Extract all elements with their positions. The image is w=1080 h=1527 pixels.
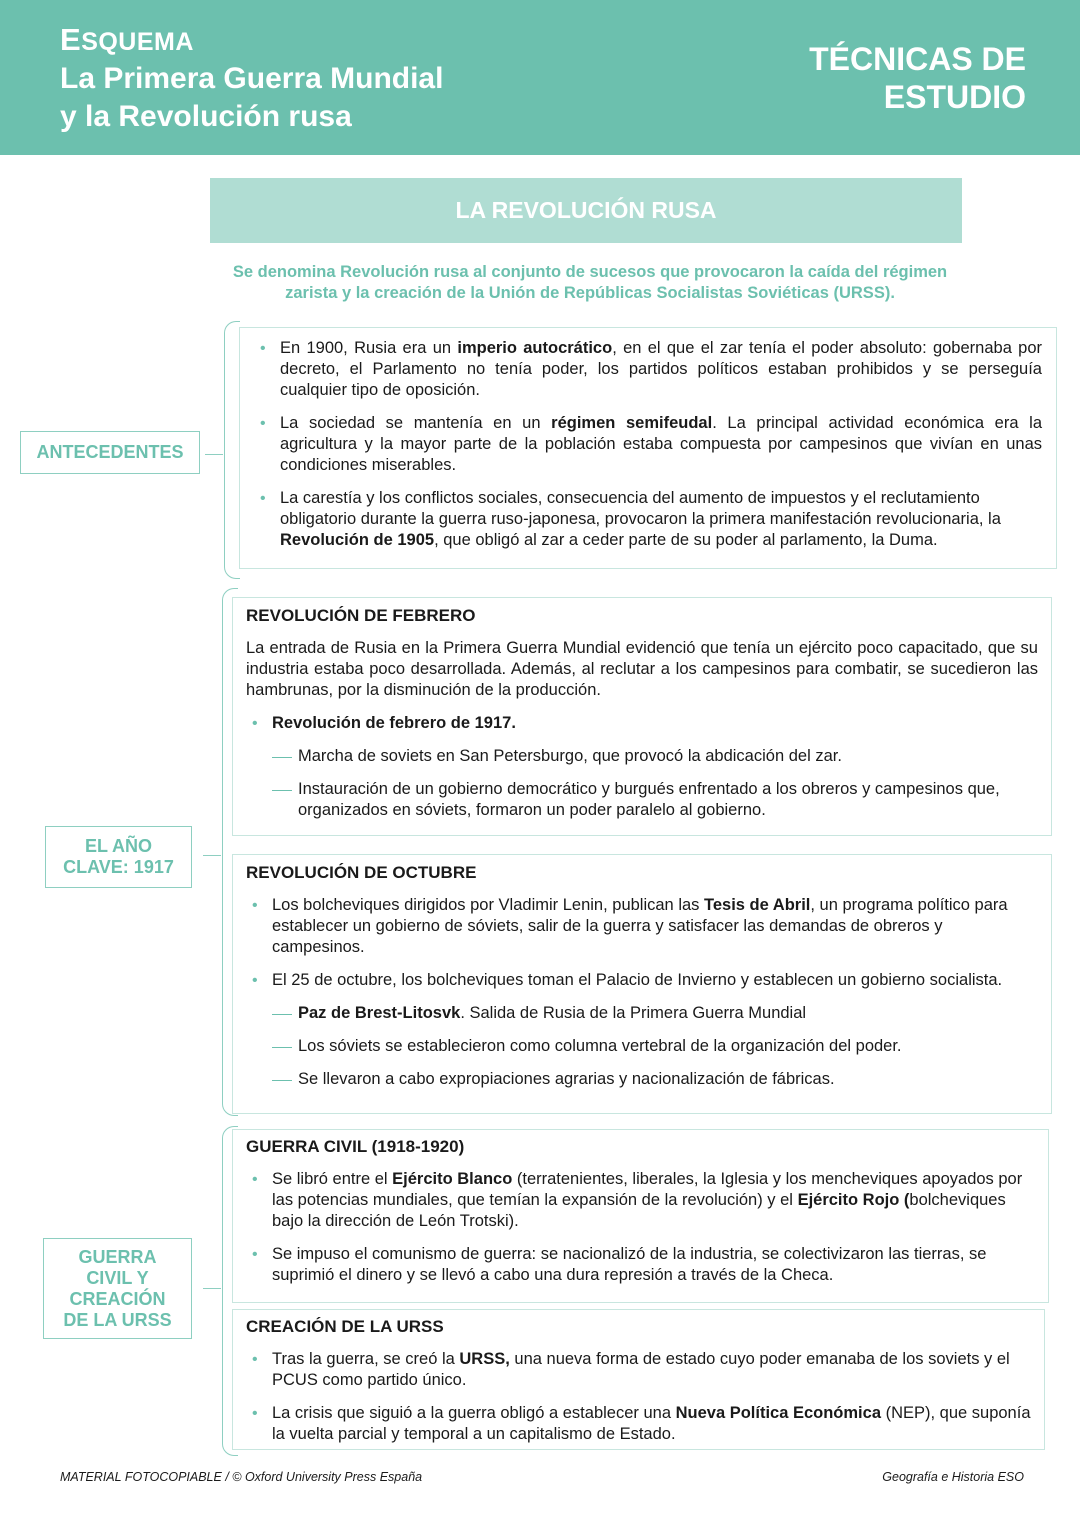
brace-antecedentes (224, 321, 240, 579)
list-item: • Revolución de febrero de 1917. (246, 713, 1038, 734)
list-item: • La sociedad se mantenía en un régimen semifeudal. La principal actividad económica era la agricultura y la mayor parte de la población estaba compuesta por campesinos que vivían en unas condiciones miserables. (254, 413, 1042, 476)
title-line-2: y la Revolución rusa (60, 100, 352, 133)
footer-subject: Geografía e Historia ESO (882, 1470, 1024, 1484)
intro-text: Se denomina Revolución rusa al conjunto de sucesos que provocaron la caída del régimen zarista y la creación de la Unión de Repúblicas Socialistas Soviéticas (URSS). (232, 263, 948, 302)
header-title-block (60, 22, 443, 136)
guerra-civil-box (232, 1129, 1049, 1303)
list-item: • Los bolcheviques dirigidos por Vladimir Lenin, publican las Tesis de Abril, un programa político para establecer un gobierno de sóviets, salir de la guerra y satisfacer las demandas de obreros y campesinos. (246, 895, 1038, 958)
header-right-line-2: ESTUDIO (883, 79, 1026, 115)
header-right-block (809, 40, 1026, 116)
label-anio-clave: EL AÑO CLAVE: 1917 (45, 826, 192, 888)
febrero-paragraph: La entrada de Rusia en la Primera Guerra Mundial evidenció que tenía un ejército poco capacitado, que su industria estaba poco desarrollada. Además, al reclutar a los campesinos para combatir, se sucedieron las hambrunas, por la disminución de la producción. (246, 639, 1038, 699)
list-item: Marcha de soviets en San Petersburgo, que provocó la abdicación del zar. (246, 746, 1038, 767)
section-title-banner: LA REVOLUCIÓN RUSA (210, 178, 962, 243)
label-guerra-civil: GUERRA CIVIL Y CREACIÓN DE LA URSS (43, 1238, 192, 1339)
octubre-box (232, 854, 1052, 1114)
footer-copyright: MATERIAL FOTOCOPIABLE / © Oxford University Press España (60, 1470, 423, 1484)
list-item: Se llevaron a cabo expropiaciones agrarias y nacionalización de fábricas. (246, 1069, 1038, 1090)
label-antecedentes: ANTECEDENTES (20, 431, 200, 474)
antecedentes-box (239, 327, 1057, 569)
febrero-title: REVOLUCIÓN DE FEBRERO (246, 606, 476, 625)
title-line-1: La Primera Guerra Mundial (60, 62, 444, 95)
list-item: • La crisis que siguió a la guerra obligó a establecer una Nueva Política Económica (NEP), que suponía la vuelta parcial y temporal a un capitalismo de Estado. (246, 1403, 1031, 1445)
urss-box (232, 1309, 1045, 1450)
esquema-label: ESQUEMA (60, 22, 194, 57)
guerra-civil-title: GUERRA CIVIL (1918-1920) (246, 1137, 465, 1156)
header-right-line-1: TÉCNICAS DE (809, 41, 1026, 77)
list-item: • En 1900, Rusia era un imperio autocrático, en el que el zar tenía el poder absoluto: gobernaba por decreto, el Parlamento no tenía poder, los partidos políticos estaban prohibidos y se perseguía cualquier tipo de oposición. (254, 338, 1042, 401)
list-item: • Se impuso el comunismo de guerra: se nacionalizó de la industria, se colectivizaron las tierras, se suprimió el dinero y se llevó a cabo una dura represión a través de la Checa. (246, 1244, 1035, 1286)
list-item: Paz de Brest-Litosvk. Salida de Rusia de la Primera Guerra Mundial (246, 1003, 1038, 1024)
list-item: Los sóviets se establecieron como columna vertebral de la organización del poder. (246, 1036, 1038, 1057)
brace-tick (203, 855, 221, 856)
brace-tick (203, 1288, 221, 1289)
page-header (0, 0, 1080, 155)
list-item: • Tras la guerra, se creó la URSS, una nueva forma de estado cuyo poder emanaba de los soviets y el PCUS como partido único. (246, 1349, 1031, 1391)
febrero-box (232, 597, 1052, 836)
urss-title: CREACIÓN DE LA URSS (246, 1317, 444, 1336)
list-item: • El 25 de octubre, los bolcheviques toman el Palacio de Invierno y establecen un gobierno socialista. (246, 970, 1038, 991)
list-item: Instauración de un gobierno democrático y burgués enfrentado a los obreros y campesinos que, organizados en sóviets, formaron un poder paralelo al gobierno. (246, 779, 1038, 821)
list-item: • La carestía y los conflictos sociales, consecuencia del aumento de impuestos y el reclutamiento obligatorio durante la guerra ruso-japonesa, provocaron la primera manifestación revolucionaria, la Revolución de 1905, que obligó al zar a ceder parte de su poder al parlamento, la Duma. (254, 488, 1042, 551)
octubre-title: REVOLUCIÓN DE OCTUBRE (246, 863, 477, 882)
list-item: • Se libró entre el Ejército Blanco (terratenientes, liberales, la Iglesia y los mencheviques apoyados por las potencias mundiales, que temían la expansión de la revolución) y el Ejército Rojo (bolcheviques bajo la dirección de León Trotski). (246, 1169, 1035, 1232)
brace-tick (205, 454, 223, 455)
